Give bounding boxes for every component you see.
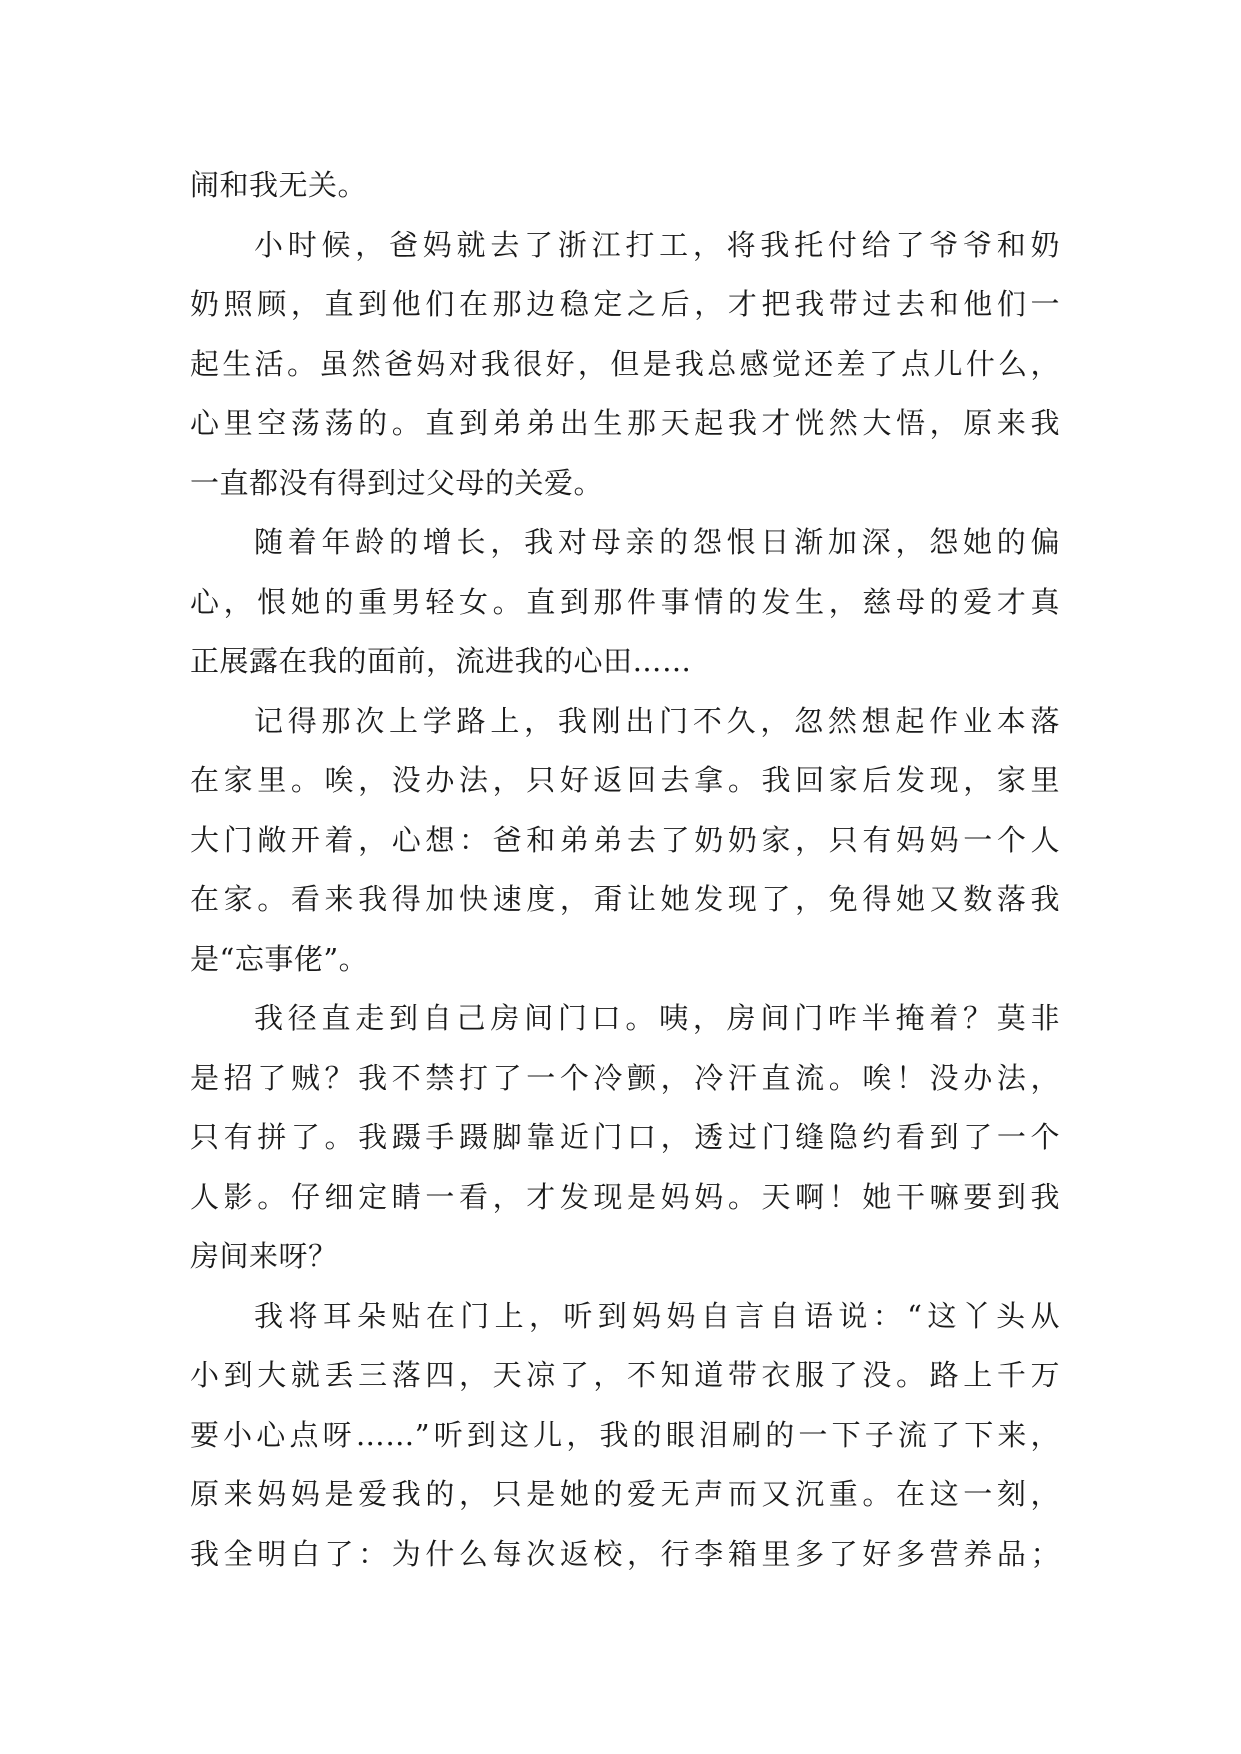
text-line: 奶照顾，直到他们在那边稳定之后，才把我带过去和他们一 bbox=[190, 287, 1060, 321]
text-line: 在家里。唉，没办法，只好返回去拿。我回家后发现，家里 bbox=[190, 763, 1060, 797]
text-line: 大门敞开着，心想：爸和弟弟去了奶奶家，只有妈妈一个人 bbox=[190, 822, 1060, 857]
text-line: 一直都没有得到过父母的关爱。 bbox=[190, 465, 604, 500]
text-line: 正展露在我的面前，流进我的心田…… bbox=[190, 644, 692, 678]
text-line: 起生活。虽然爸妈对我很好，但是我总感觉还差了点儿什么， bbox=[190, 346, 1060, 381]
text-line: 是“忘事佬”。 bbox=[190, 941, 369, 976]
text-line: 在家。看来我得加快速度，甭让她发现了，免得她又数落我 bbox=[190, 882, 1060, 916]
body-text bbox=[190, 156, 1060, 1584]
text-line: 心，恨她的重男轻女。直到那件事情的发生，慈母的爱才真 bbox=[190, 584, 1060, 619]
paragraph-first-line: 记得那次上学路上，我刚出门不久，忽然想起作业本落 bbox=[254, 703, 1060, 738]
paragraph-first-line: 小时候，爸妈就去了浙江打工，将我托付给了爷爷和奶 bbox=[254, 227, 1060, 262]
paragraph-first-line: 我径直走到自己房间门口。咦，房间门咋半掩着？莫非 bbox=[254, 1001, 1060, 1035]
text-line: 房间来呀？ bbox=[190, 1239, 338, 1273]
text-line: 闹和我无关。 bbox=[190, 168, 368, 202]
text-line: 只有拼了。我蹑手蹑脚靠近门口，透过门缝隐约看到了一个 bbox=[190, 1120, 1060, 1154]
text-line: 要小心点呀……”听到这儿，我的眼泪刷的一下子流了下来， bbox=[190, 1417, 1060, 1452]
text-line: 我全明白了：为什么每次返校，行李箱里多了好多营养品； bbox=[190, 1536, 1060, 1571]
text-line: 小到大就丢三落四，天凉了，不知道带衣服了没。路上千万 bbox=[190, 1358, 1060, 1392]
text-line: 原来妈妈是爱我的，只是她的爱无声而又沉重。在这一刻， bbox=[190, 1477, 1060, 1511]
text-line: 是招了贼？我不禁打了一个冷颤，冷汗直流。唉！没办法， bbox=[190, 1060, 1060, 1095]
text-line: 心里空荡荡的。直到弟弟出生那天起我才恍然大悟，原来我 bbox=[190, 406, 1060, 440]
paragraph-first-line: 随着年龄的增长，我对母亲的怨恨日渐加深，怨她的偏 bbox=[254, 525, 1060, 559]
text-line: 人影。仔细定睛一看，才发现是妈妈。天啊！她干嘛要到我 bbox=[190, 1179, 1060, 1214]
paragraph-first-line: 我将耳朵贴在门上，听到妈妈自言自语说：“这丫头从 bbox=[254, 1298, 1060, 1333]
